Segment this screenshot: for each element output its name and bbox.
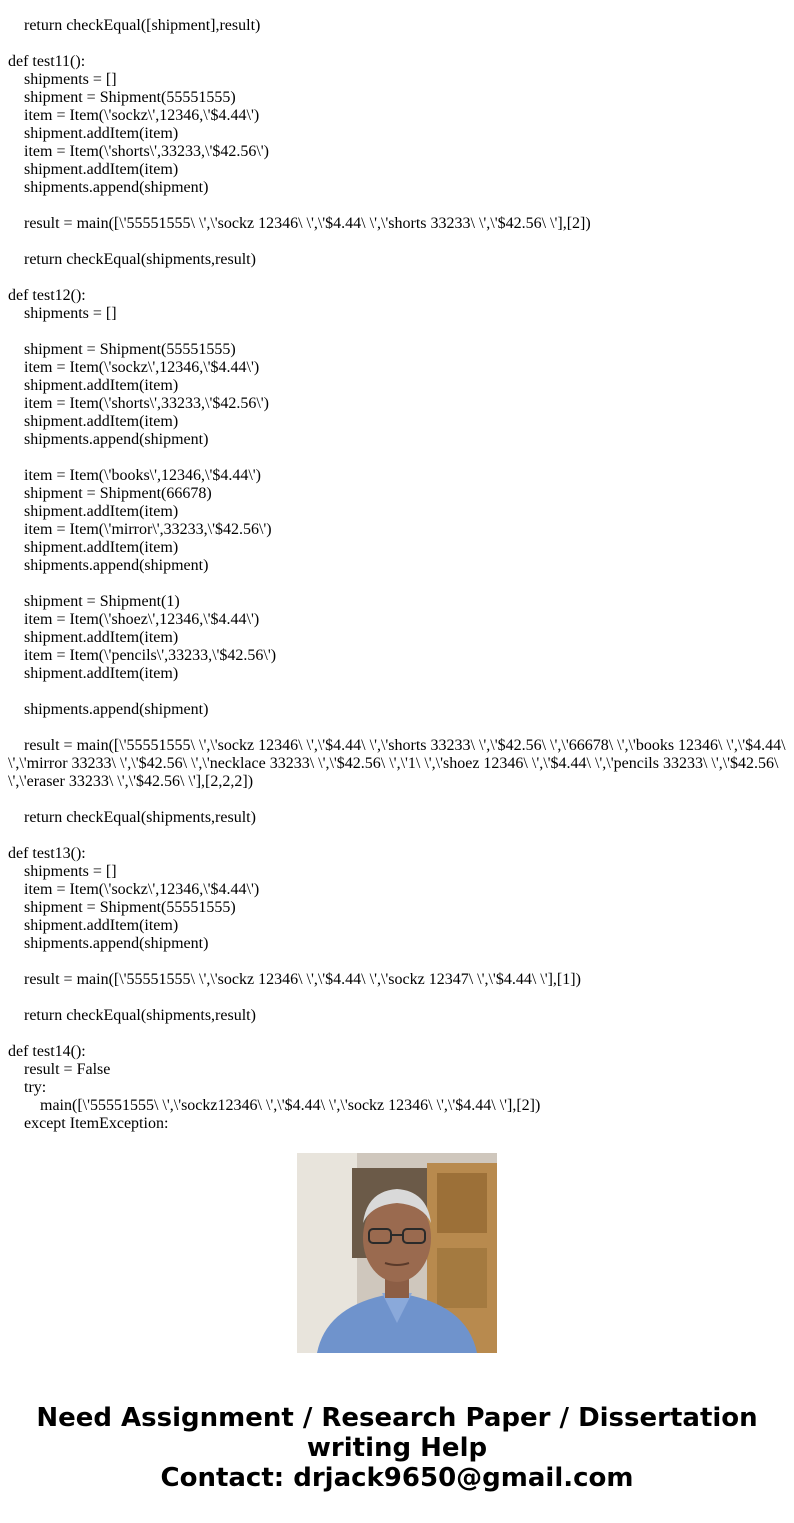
code-line: item = Item(\'shorts\',33233,\'$42.56\') [8,395,269,412]
footer-contact: Contact: drjack9650@gmail.com [160,1463,634,1493]
code-line [0,683,794,701]
code-line [0,269,794,287]
code-line: item = Item(\'mirror\',33233,\'$42.56\') [8,521,272,538]
code-line: item = Item(\'pencils\',33233,\'$42.56\') [8,647,277,664]
code-line [0,323,794,341]
code-line: shipment.addItem(item) [8,125,179,142]
code-line: result = main([\'55551555\ \',\'sockz 12346\ \',\'$4.44\ \',\'shorts 33233\ \',\'$42.56\ \',\'66678\ \',\'books 12346\ \',\'$4.44\ \',\'mirror 33233\ \',\'$42.56\ \',\'necklace 33233\ \',\'$42.56\ \',\'1\ \',\'shoez 12346\ \',\'$4.44\ \',\'pencils 33233\ \',\'$42.56\ \',\'eraser 33233\ \',\'$42.56\ \'],[2,2,2]) [8,737,790,790]
code-line: shipment = Shipment(55551555) [8,89,236,106]
code-line: shipments.append(shipment) [8,431,209,448]
code-line: result = main([\'55551555\ \',\'sockz 12346\ \',\'$4.44\ \',\'shorts 33233\ \',\'$42.56\ \'],[2]) [8,215,591,232]
code-line: shipment = Shipment(55551555) [8,341,236,358]
code-line: try: [8,1079,47,1096]
code-line: shipment = Shipment(55551555) [8,899,236,916]
code-line: shipments.append(shipment) [8,557,209,574]
code-line: def test13(): [8,845,86,862]
code-line: shipments = [] [8,305,117,322]
code-line: item = Item(\'sockz\',12346,\'$4.44\') [8,359,260,376]
code-line: return checkEqual(shipments,result) [8,1007,256,1024]
code-line: return checkEqual(shipments,result) [8,251,256,268]
code-line [0,989,794,1007]
code-line: item = Item(\'shoez\',12346,\'$4.44\') [8,611,260,628]
code-line [0,1025,794,1043]
code-line: result = main([\'55551555\ \',\'sockz 12346\ \',\'$4.44\ \',\'sockz 12347\ \',\'$4.44\ \'],[1]) [8,971,581,988]
code-line [0,449,794,467]
code-line: shipment.addItem(item) [8,629,179,646]
code-line: item = Item(\'sockz\',12346,\'$4.44\') [8,107,260,124]
code-line [0,953,794,971]
code-line: shipments.append(shipment) [8,179,209,196]
code-line: return checkEqual(shipments,result) [8,809,256,826]
code-listing [0,17,794,1132]
code-line: def test14(): [8,1043,86,1060]
code-line [0,35,794,53]
code-line: item = Item(\'sockz\',12346,\'$4.44\') [8,881,260,898]
code-line: shipments = [] [8,71,117,88]
code-line: shipment.addItem(item) [8,917,179,934]
code-line [0,233,794,251]
code-line: result = False [8,1061,111,1078]
code-line [0,197,794,215]
author-photo [297,1153,497,1353]
code-line: item = Item(\'books\',12346,\'$4.44\') [8,467,261,484]
code-line [0,575,794,593]
footer-banner [0,1403,794,1493]
code-line: shipments = [] [8,863,117,880]
code-line: shipment.addItem(item) [8,377,179,394]
code-line: item = Item(\'shorts\',33233,\'$42.56\') [8,143,269,160]
code-line: shipment = Shipment(1) [8,593,180,610]
code-line: return checkEqual([shipment],result) [8,17,261,34]
code-line: shipment.addItem(item) [8,665,179,682]
code-line [0,827,794,845]
code-line: main([\'55551555\ \',\'sockz12346\ \',\'$4.44\ \',\'sockz 12346\ \',\'$4.44\ \'],[2]) [8,1097,541,1114]
code-line: shipment = Shipment(66678) [8,485,212,502]
code-line: shipment.addItem(item) [8,539,179,556]
avatar [297,1153,497,1353]
footer-subheadline: writing Help [306,1433,488,1463]
code-line: shipments.append(shipment) [8,935,209,952]
code-line: def test11(): [8,53,86,70]
code-line: shipment.addItem(item) [8,161,179,178]
footer-headline: Need Assignment / Research Paper / Dissertation [36,1403,758,1433]
code-line: shipments.append(shipment) [8,701,209,718]
code-line: shipment.addItem(item) [8,503,179,520]
code-line: except ItemException: [8,1115,169,1132]
code-line [0,791,794,809]
code-line: def test12(): [8,287,86,304]
code-line [0,719,794,737]
code-line: shipment.addItem(item) [8,413,179,430]
